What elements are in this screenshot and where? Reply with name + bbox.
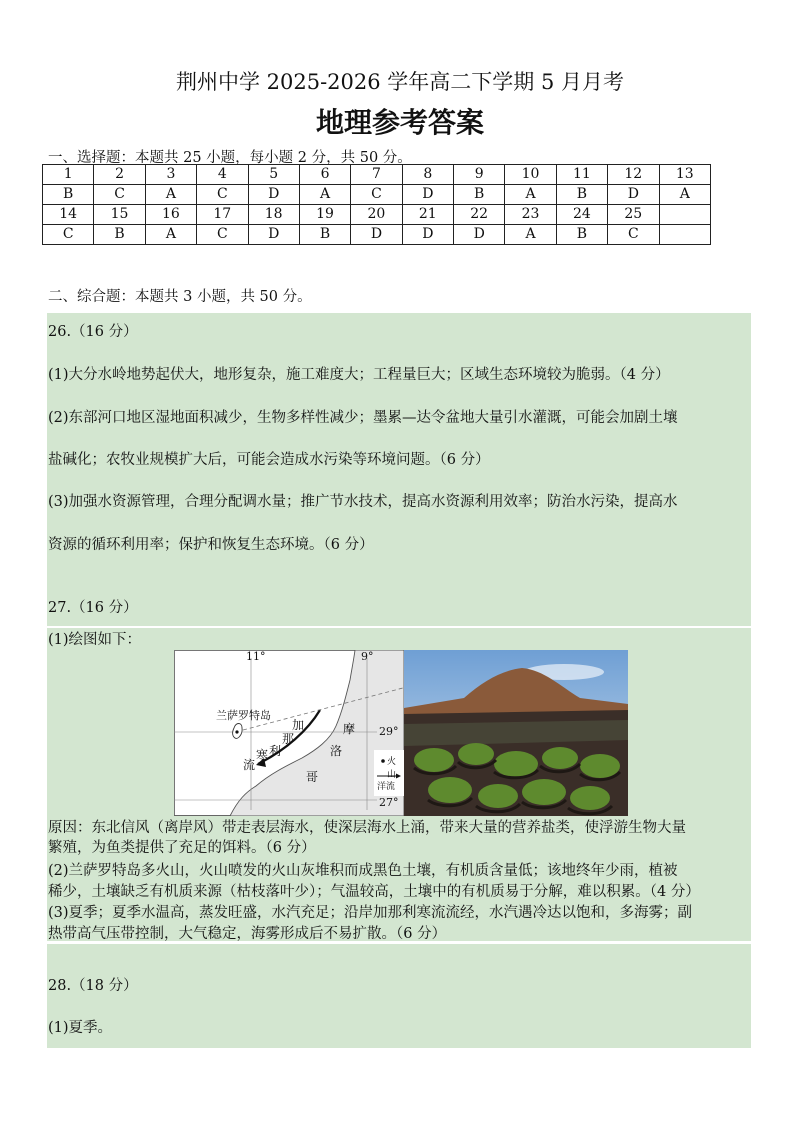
answer-cell: A: [145, 185, 196, 205]
answer-cell: C: [608, 225, 659, 245]
q27-reason-line2: 繁殖，为鱼类提供了充足的饵料。（6 分）: [48, 840, 316, 856]
answer-table-row: [43, 205, 711, 225]
current-char-2: 那: [282, 732, 295, 746]
answer-cell: B: [299, 225, 350, 245]
volcano-marker: [235, 730, 238, 733]
question-number-cell: 3: [145, 165, 196, 185]
answer-cell: D: [402, 185, 453, 205]
question-number-cell: 12: [608, 165, 659, 185]
answer-cell: C: [94, 185, 145, 205]
answer-cell: A: [145, 225, 196, 245]
answer-cell: B: [94, 225, 145, 245]
answer-cell: D: [248, 185, 299, 205]
question-number-cell: 11: [556, 165, 607, 185]
question-number-cell: 16: [145, 205, 196, 225]
question-number-cell: 8: [402, 165, 453, 185]
question-number-cell: 15: [94, 205, 145, 225]
answer-cell: B: [454, 185, 505, 205]
answer-cell: B: [556, 225, 607, 245]
q27-answer-3-line1: (3)夏季；夏季水温高，蒸发旺盛，水汽充足；沿岸加那利寒流流经，水汽遇冷达以饱和，多海雾；副: [48, 905, 693, 921]
photo-svg: [404, 650, 628, 816]
question-number-cell: 20: [351, 205, 402, 225]
current-char-1: 加: [292, 718, 305, 732]
document-title: 地理参考答案: [315, 106, 484, 139]
answer-table: [42, 164, 711, 245]
q27-title: 27.（16 分）: [48, 600, 138, 616]
question-number-cell: 23: [505, 205, 556, 225]
answer-cell: A: [299, 185, 350, 205]
answer-cell: C: [197, 225, 248, 245]
q26-answer-1: (1)大分水岭地势起伏大，地形复杂，施工难度大；工程量巨大；区域生态环境较为脆弱。（4 分）: [48, 367, 670, 383]
answer-cell: D: [402, 225, 453, 245]
question-number-cell: 9: [454, 165, 505, 185]
q28-answer-1: (1)夏季。: [48, 1020, 113, 1036]
question-number-cell: 10: [505, 165, 556, 185]
answer-cell: [659, 225, 711, 245]
answer-cell: D: [351, 225, 402, 245]
q27-reason-line1: 原因：东北信风（离岸风）带走表层海水，使深层海水上涌，带来大量的营养盐类，使浮游生物大量: [48, 820, 686, 836]
answer-table-row: [43, 185, 711, 205]
legend-current-label: 洋流: [377, 782, 396, 792]
answer-cell: B: [556, 185, 607, 205]
question-number-cell: [659, 205, 711, 225]
question-number-cell: 14: [43, 205, 94, 225]
question-number-cell: 18: [248, 205, 299, 225]
country-char-1: 摩: [343, 722, 356, 736]
canary-map-figure: [174, 650, 404, 816]
question-number-cell: 2: [94, 165, 145, 185]
answer-cell: A: [505, 185, 556, 205]
question-number-cell: 25: [608, 205, 659, 225]
lat-27-label: 27°: [379, 796, 399, 809]
question-number-cell: 24: [556, 205, 607, 225]
current-char-3: 利: [269, 744, 282, 758]
country-char-3: 哥: [306, 770, 319, 784]
current-char-4: 寒: [256, 748, 269, 762]
q26-answer-3-line1: (3)加强水资源管理，合理分配调水量；推广节水技术，提高水资源利用效率；防治水污染，提高水: [48, 494, 678, 510]
lat-29-label: 29°: [379, 725, 399, 738]
answer-cell: A: [659, 185, 711, 205]
answer-cell: D: [454, 225, 505, 245]
answer-cell: A: [505, 225, 556, 245]
lon-9-label: 9°: [361, 650, 374, 663]
question-number-cell: 7: [351, 165, 402, 185]
answer-cell: C: [43, 225, 94, 245]
q27-answer-3-line2: 热带高气压带控制，大气稳定，海雾形成后不易扩散。（6 分）: [48, 926, 447, 942]
section2-heading: 二、综合题：本题共 3 小题，共 50 分。: [48, 289, 312, 305]
q27-answer-1-intro: (1)绘图如下：: [48, 632, 142, 648]
legend-volcano-label: 火山: [387, 757, 397, 780]
section1-heading: 一、选择题：本题共 25 小题，每小题 2 分，共 50 分。: [48, 150, 412, 166]
q26-answer-2-line2: 盐碱化；农牧业规模扩大后，可能会造成水污染等环境问题。（6 分）: [48, 452, 490, 468]
question-number-cell: 22: [454, 205, 505, 225]
answer-table-row: [43, 165, 711, 185]
question-number-cell: 6: [299, 165, 350, 185]
volcano-vineyard-photo: [404, 650, 628, 816]
q27-answer-2-line2: 稀少，土壤缺乏有机质来源（枯枝落叶少）；气温较高，土壤中的有机质易于分解，难以积累。（4 分）: [48, 884, 700, 900]
question-number-cell: 21: [402, 205, 453, 225]
question-number-cell: 5: [248, 165, 299, 185]
question-number-cell: 4: [197, 165, 248, 185]
answer-cell: B: [43, 185, 94, 205]
question-number-cell: 19: [299, 205, 350, 225]
question-number-cell: 1: [43, 165, 94, 185]
answer-cell: C: [197, 185, 248, 205]
island-label: 兰萨罗特岛: [216, 709, 271, 722]
answer-cell: C: [351, 185, 402, 205]
q26-title: 26.（16 分）: [48, 324, 138, 340]
q26-answer-2-line1: (2)东部河口地区湿地面积减少，生物多样性减少；墨累—达令盆地大量引水灌溉，可能会加剧土壤: [48, 410, 678, 426]
q26-answer-3-line2: 资源的循环利用率；保护和恢复生态环境。（6 分）: [48, 537, 374, 553]
country-char-2: 洛: [330, 744, 343, 758]
current-char-5: 流: [243, 758, 256, 772]
answer-cell: D: [608, 185, 659, 205]
question-number-cell: 17: [197, 205, 248, 225]
answer-table-row: [43, 225, 711, 245]
answer-cell: D: [248, 225, 299, 245]
q27-answer-2-line1: (2)兰萨罗特岛多火山，火山喷发的火山灰堆积而成黑色土壤，有机质含量低；该地终年少雨，植被: [48, 863, 678, 879]
question-number-cell: 13: [659, 165, 711, 185]
school-exam-title: 荆州中学 2025-2026 学年高二下学期 5 月月考: [175, 70, 625, 94]
lon-11-label: 11°: [246, 650, 266, 663]
q28-title: 28.（18 分）: [48, 978, 138, 994]
